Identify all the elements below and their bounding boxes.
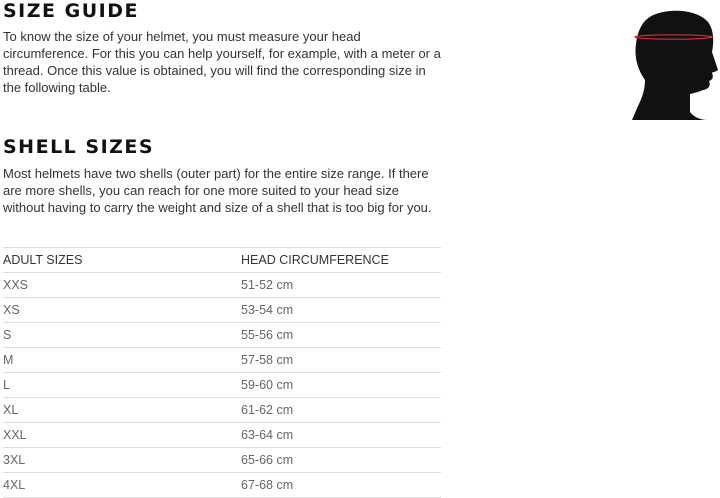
size-cell: XS	[3, 298, 241, 323]
table-row	[3, 473, 441, 498]
circumference-cell: 65-66 cm	[241, 448, 441, 473]
circumference-cell: 53-54 cm	[241, 298, 441, 323]
table-row	[3, 423, 441, 448]
size-cell: S	[3, 323, 241, 348]
size-cell: XL	[3, 398, 241, 423]
circumference-cell: 57-58 cm	[241, 348, 441, 373]
size-cell: M	[3, 348, 241, 373]
table-header-row	[3, 248, 441, 273]
table-row	[3, 373, 441, 398]
header-head-circumference: HEAD CIRCUMFERENCE	[241, 248, 441, 273]
shell-sizes-description: Most helmets have two shells (outer part) for the entire size range. If there are more shells, you can reach for one more suited to your head size without having to carry the weight and size of a shell that is too big for you.	[3, 166, 432, 215]
size-guide-description: To know the size of your helmet, you must measure your head circumference. For this you can help yourself, for example, with a meter or a thread. Once this value is obtained, you will find the corresponding size in the following table.	[3, 29, 441, 95]
size-guide-title: SIZE GUIDE	[3, 0, 139, 22]
table-row	[3, 348, 441, 373]
size-cell: 4XL	[3, 473, 241, 498]
table-row	[3, 448, 441, 473]
circumference-cell: 59-60 cm	[241, 373, 441, 398]
size-table	[3, 247, 441, 498]
circumference-cell: 55-56 cm	[241, 323, 441, 348]
circumference-cell: 61-62 cm	[241, 398, 441, 423]
size-cell: 3XL	[3, 448, 241, 473]
circumference-cell: 63-64 cm	[241, 423, 441, 448]
head-silhouette-measure-icon	[628, 6, 720, 120]
header-adult-sizes: ADULT SIZES	[3, 248, 241, 273]
size-cell: XXS	[3, 273, 241, 298]
table-row	[3, 298, 441, 323]
table-row	[3, 323, 441, 348]
circumference-cell: 67-68 cm	[241, 473, 441, 498]
table-row	[3, 398, 441, 423]
circumference-cell: 51-52 cm	[241, 273, 441, 298]
size-cell: L	[3, 373, 241, 398]
table-row	[3, 273, 441, 298]
size-cell: XXL	[3, 423, 241, 448]
shell-sizes-title: SHELL SIZES	[3, 136, 155, 158]
